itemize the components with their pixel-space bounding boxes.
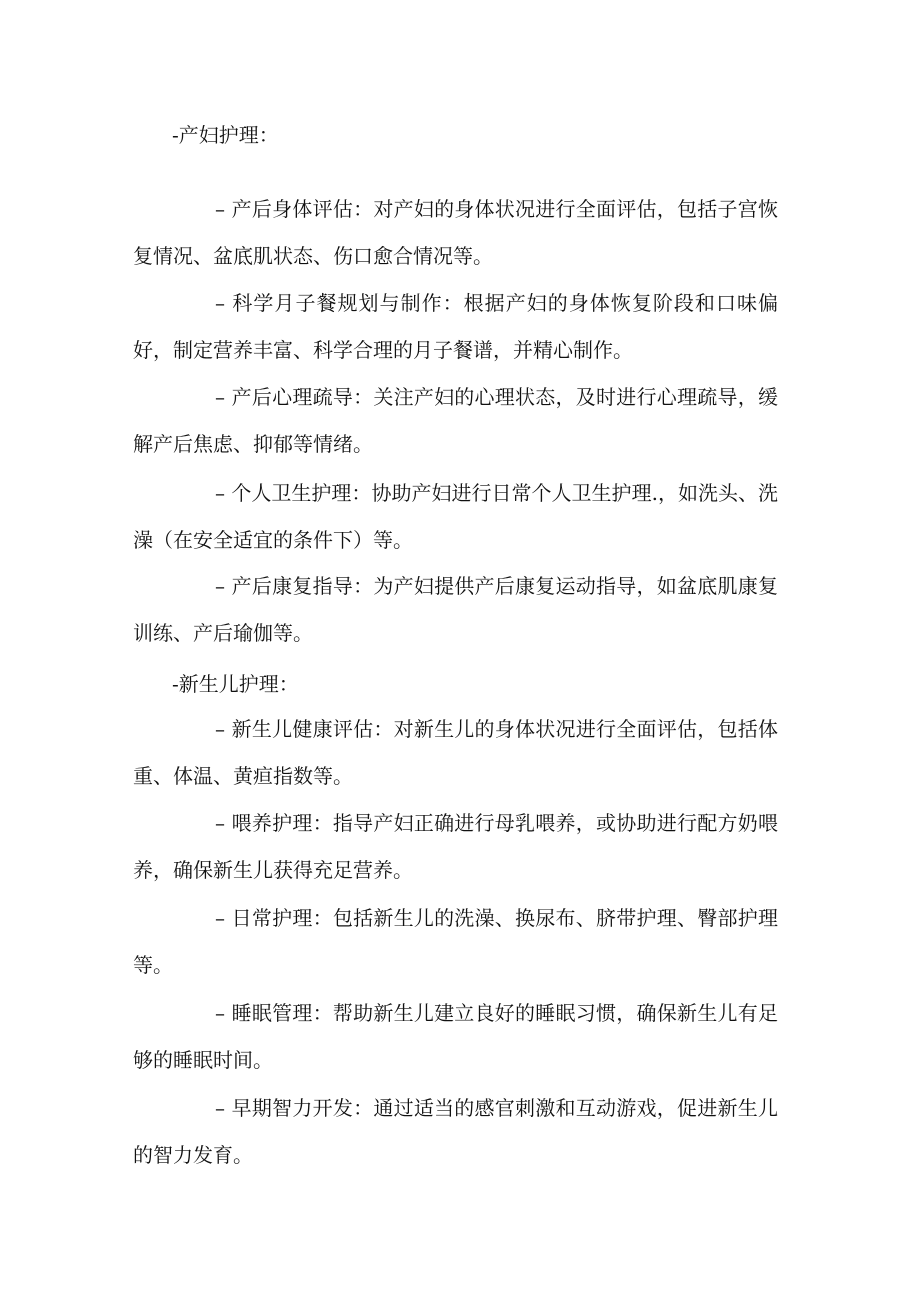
list-item-confinement-meals: – 科学月子餐规划与制作：根据产妇的身体恢复阶段和口味偏好，制定营养丰富、科学合理的月子餐谱，并精心制作。: [133, 291, 778, 362]
list-item-feeding-care: – 喂养护理：指导产妇正确进行母乳喂养，或协助进行配方奶喂养，确保新生儿获得充足营养。: [133, 811, 778, 882]
list-item-rehabilitation-guidance: – 产后康复指导：为产妇提供产后康复运动指导，如盆底肌康复训练、产后瑜伽等。: [133, 574, 778, 645]
section-heading-newborn-care: -新生儿护理：: [172, 672, 299, 696]
list-item-postpartum-assessment: – 产后身体评估：对产妇的身体状况进行全面评估，包括子宫恢复情况、盆底肌状态、伤口愈合情况等。: [133, 197, 778, 268]
list-item-newborn-health-assessment: – 新生儿健康评估：对新生儿的身体状况进行全面评估，包括体重、体温、黄疸指数等。: [133, 717, 778, 788]
section-heading-maternal-care: -产妇护理：: [172, 123, 279, 147]
list-item-sleep-management: – 睡眠管理：帮助新生儿建立良好的睡眠习惯，确保新生儿有足够的睡眠时间。: [133, 1001, 778, 1072]
list-item-personal-hygiene: – 个人卫生护理：协助产妇进行日常个人卫生护理.，如洗头、洗澡（在安全适宜的条件下）等。: [133, 481, 778, 552]
list-item-early-development: – 早期智力开发：通过适当的感官刺激和互动游戏，促进新生儿的智力发育。: [133, 1096, 778, 1167]
list-item-daily-care: – 日常护理：包括新生儿的洗澡、换尿布、脐带护理、臀部护理等。: [133, 906, 778, 977]
list-item-psychological-counseling: – 产后心理疏导：关注产妇的心理状态，及时进行心理疏导，缓解产后焦虑、抑郁等情绪。: [133, 385, 778, 456]
